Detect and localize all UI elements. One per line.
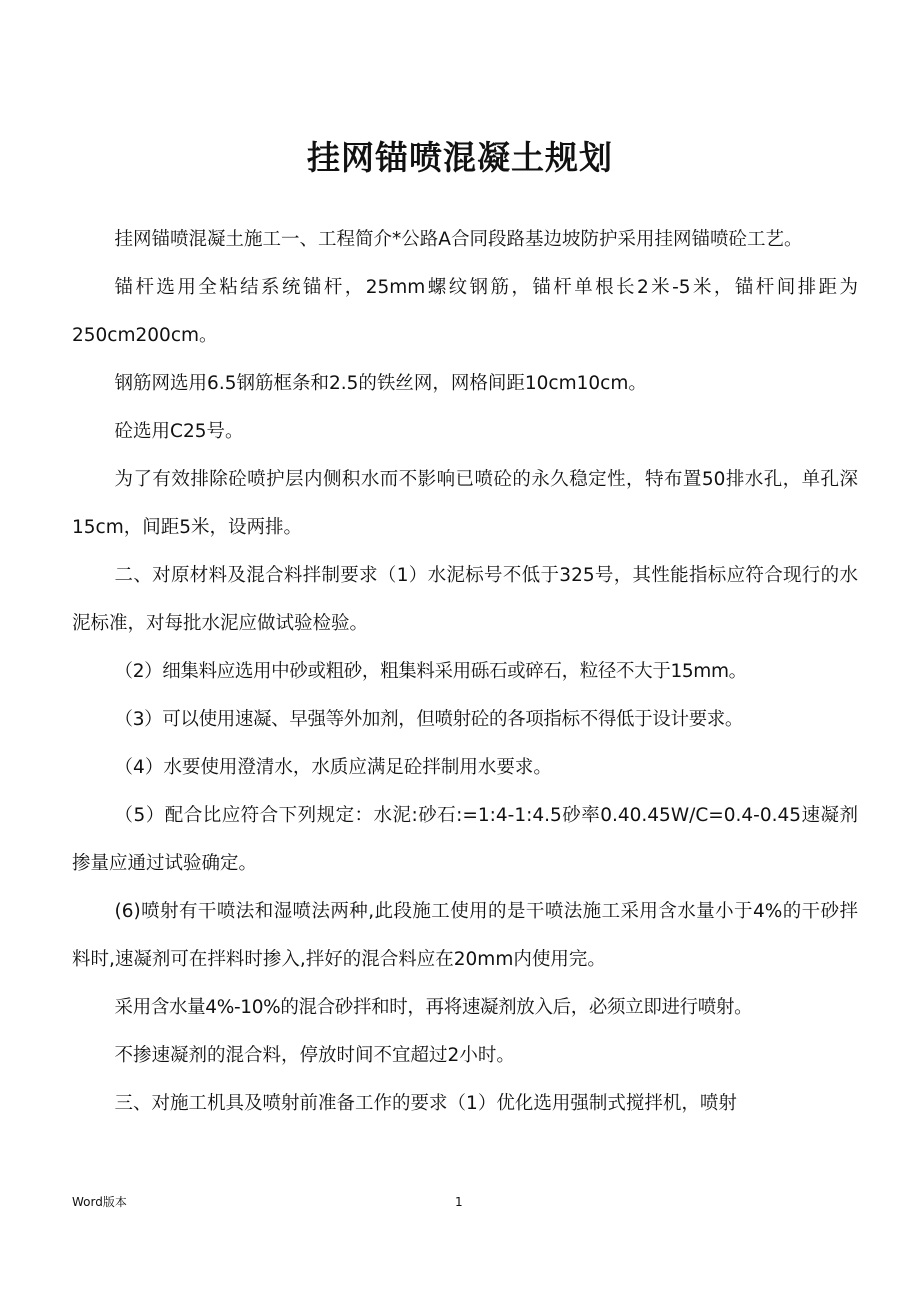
- document-body: [72, 216, 858, 1128]
- footer-page-number: 1: [455, 1195, 463, 1209]
- paragraph: 三、对施工机具及喷射前准备工作的要求（1）优化选用强制式搅拌机，喷射: [114, 1093, 737, 1114]
- paragraph: 为了有效排除砼喷护层内侧积水而不影响已喷砼的永久稳定性，特布置50排水孔，单孔深15cm，间距5米，设两排。: [72, 469, 858, 538]
- paragraph: （4）水要使用澄清水，水质应满足砼拌制用水要求。: [114, 757, 552, 778]
- footer-label: Word版本: [72, 1195, 127, 1209]
- paragraph: 二、对原材料及混合料拌制要求（1）水泥标号不低于325号，其性能指标应符合现行的水泥标准，对每批水泥应做试验检验。: [72, 565, 858, 634]
- paragraph: 钢筋网选用6.5钢筋框条和2.5的铁丝网，网格间距10cm10cm。: [114, 373, 647, 394]
- paragraph: （5）配合比应符合下列规定：水泥:砂石:=1:4-1:4.5砂率0.40.45W/C=0.4-0.45速凝剂掺量应通过试验确定。: [72, 805, 858, 874]
- paragraph: （2）细集料应选用中砂或粗砂，粗集料采用砾石或碎石，粒径不大于15mm。: [114, 661, 747, 682]
- paragraph: (6)喷射有干喷法和湿喷法两种,此段施工使用的是干喷法施工采用含水量小于4%的干砂拌料时,速凝剂可在拌料时掺入,拌好的混合料应在20mm内使用完。: [72, 901, 858, 970]
- paragraph: 挂网锚喷混凝土施工一、工程简介*公路A合同段路基边坡防护采用挂网锚喷砼工艺。: [114, 229, 803, 250]
- paragraph: 砼选用C25号。: [114, 421, 244, 442]
- document-title: 挂网锚喷混凝土规划: [307, 138, 613, 177]
- paragraph: 锚杆选用全粘结系统锚杆，25mm螺纹钢筋，锚杆单根长2米-5米，锚杆间排距为250cm200cm。: [72, 277, 858, 346]
- paragraph: （3）可以使用速凝、早强等外加剂，但喷射砼的各项指标不得低于设计要求。: [114, 709, 744, 730]
- paragraph: 采用含水量4%-10%的混合砂拌和时，再将速凝剂放入后，必须立即进行喷射。: [114, 997, 753, 1018]
- paragraph: 不掺速凝剂的混合料，停放时间不宜超过2小时。: [114, 1045, 515, 1066]
